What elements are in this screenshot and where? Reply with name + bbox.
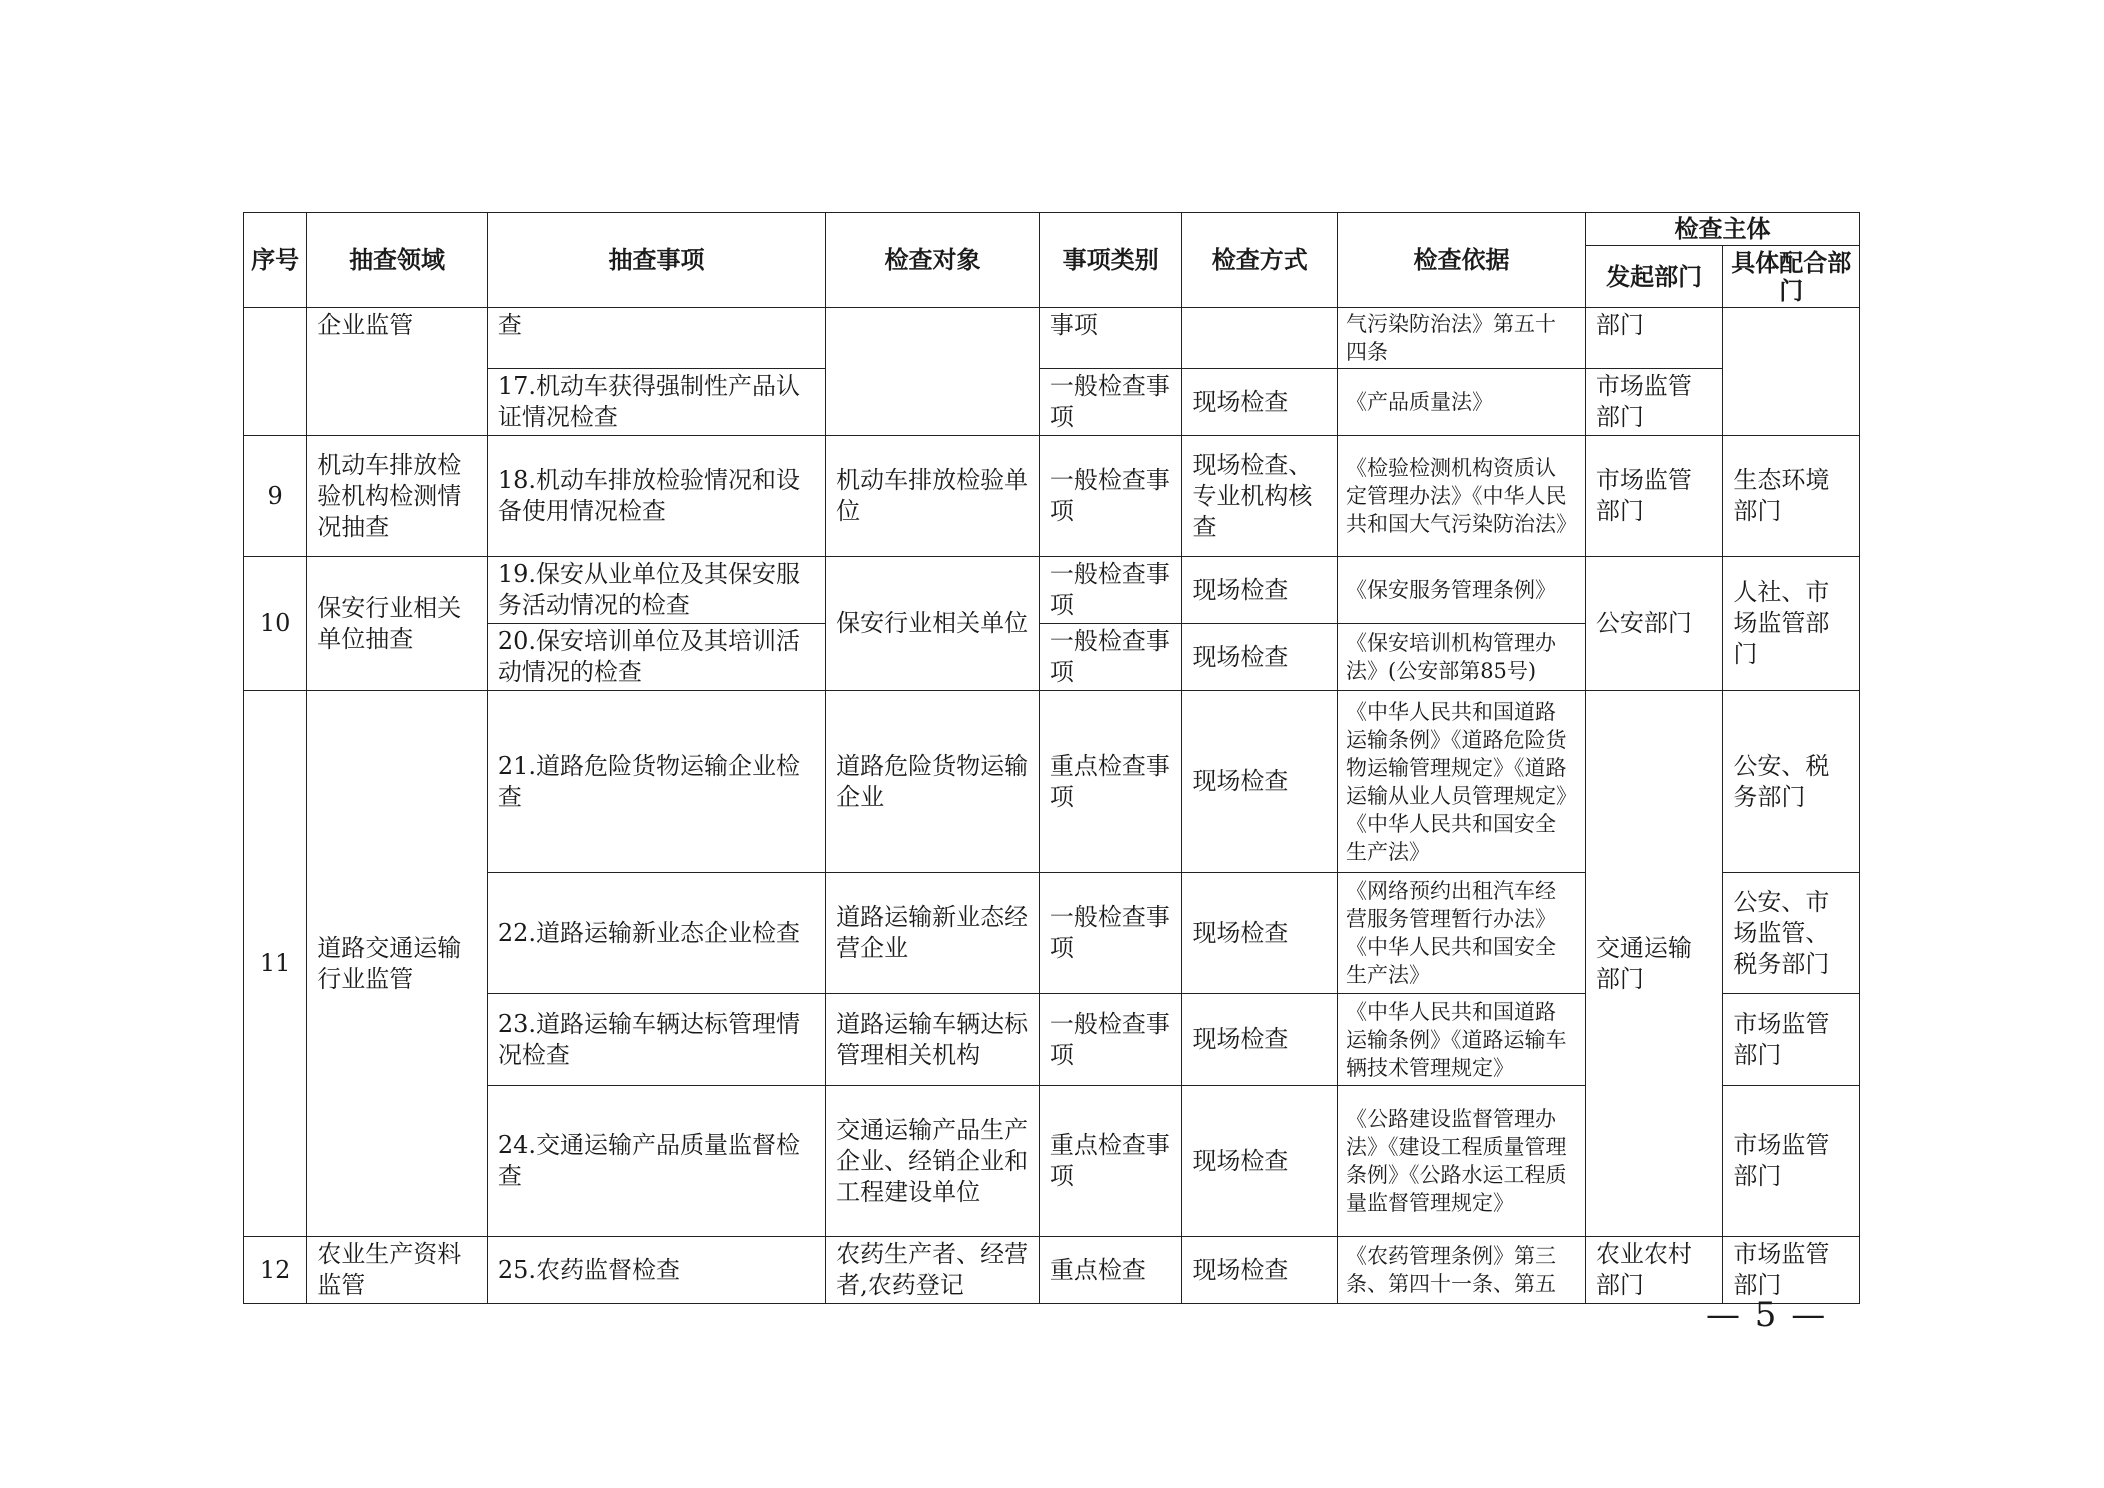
method-cell: 现场检查、专业机构核查	[1182, 436, 1338, 557]
page-number: — 5 —	[1706, 1295, 1828, 1335]
category-cell: 一般检查事项	[1039, 994, 1182, 1086]
coop-cell: 市场监管部门	[1723, 1086, 1860, 1237]
table-row	[244, 1237, 1860, 1304]
coop-cell: 公安、税务部门	[1723, 691, 1860, 873]
category-cell: 一般检查事项	[1039, 369, 1182, 436]
domain-cell: 保安行业相关单位抽查	[307, 557, 488, 691]
initiator-cell: 交通运输部门	[1585, 691, 1723, 1237]
method-cell: 现场检查	[1182, 994, 1338, 1086]
item-cell: 20.保安培训单位及其培训活动情况的检查	[487, 624, 825, 691]
domain-cell: 机动车排放检验机构检测情况抽查	[307, 436, 488, 557]
target-cell: 保安行业相关单位	[826, 557, 1040, 691]
basis-cell: 《中华人民共和国道路运输条例》《道路危险货物运输管理规定》《道路运输从业人员管理规定》《中华人民共和国安全生产法》	[1338, 691, 1586, 873]
category-cell: 事项	[1039, 308, 1182, 369]
item-cell: 查	[487, 308, 825, 369]
seq-cell: 10	[244, 557, 307, 691]
header-coop: 具体配合部门	[1723, 246, 1860, 308]
table-row	[244, 691, 1860, 873]
basis-cell: 《产品质量法》	[1338, 369, 1586, 436]
category-cell: 一般检查事项	[1039, 624, 1182, 691]
target-cell: 农药生产者、经营者,农药登记	[826, 1237, 1040, 1304]
initiator-cell: 市场监管部门	[1585, 436, 1723, 557]
method-cell: 现场检查	[1182, 1086, 1338, 1237]
basis-cell: 气污染防治法》第五十四条	[1338, 308, 1586, 369]
initiator-cell: 农业农村部门	[1585, 1237, 1723, 1304]
table-header	[244, 213, 1860, 308]
item-cell: 24.交通运输产品质量监督检查	[487, 1086, 825, 1237]
target-cell	[826, 308, 1040, 436]
coop-cell: 人社、市场监管部门	[1723, 557, 1860, 691]
coop-cell: 公安、市场监管、税务部门	[1723, 873, 1860, 994]
item-cell: 22.道路运输新业态企业检查	[487, 873, 825, 994]
category-cell: 一般检查事项	[1039, 436, 1182, 557]
item-cell: 21.道路危险货物运输企业检查	[487, 691, 825, 873]
basis-cell: 《网络预约出租汽车经营服务管理暂行办法》《中华人民共和国安全生产法》	[1338, 873, 1586, 994]
header-method: 检查方式	[1182, 213, 1338, 308]
header-subject: 检查主体	[1585, 213, 1859, 246]
category-cell: 一般检查事项	[1039, 873, 1182, 994]
domain-cell: 道路交通运输行业监管	[307, 691, 488, 1237]
header-basis: 检查依据	[1338, 213, 1586, 308]
item-cell: 23.道路运输车辆达标管理情况检查	[487, 994, 825, 1086]
coop-cell: 生态环境部门	[1723, 436, 1860, 557]
target-cell: 道路运输新业态经营企业	[826, 873, 1040, 994]
coop-cell: 市场监管部门	[1723, 1237, 1860, 1304]
initiator-cell: 市场监管部门	[1585, 369, 1723, 436]
target-cell: 机动车排放检验单位	[826, 436, 1040, 557]
item-cell: 18.机动车排放检验情况和设备使用情况检查	[487, 436, 825, 557]
category-cell: 重点检查事项	[1039, 1086, 1182, 1237]
coop-cell	[1723, 308, 1860, 436]
item-cell: 25.农药监督检查	[487, 1237, 825, 1304]
category-cell: 重点检查	[1039, 1237, 1182, 1304]
basis-cell: 《公路建设监督管理办法》《建设工程质量管理条例》《公路水运工程质量监督管理规定》	[1338, 1086, 1586, 1237]
target-cell: 交通运输产品生产企业、经销企业和工程建设单位	[826, 1086, 1040, 1237]
method-cell: 现场检查	[1182, 691, 1338, 873]
method-cell: 现场检查	[1182, 557, 1338, 624]
target-cell: 道路运输车辆达标管理相关机构	[826, 994, 1040, 1086]
table-row	[244, 557, 1860, 624]
basis-cell: 《农药管理条例》第三条、第四十一条、第五	[1338, 1237, 1586, 1304]
coop-cell: 市场监管部门	[1723, 994, 1860, 1086]
table-row	[244, 436, 1860, 557]
seq-cell	[244, 308, 307, 436]
seq-cell: 9	[244, 436, 307, 557]
target-cell: 道路危险货物运输企业	[826, 691, 1040, 873]
header-category: 事项类别	[1039, 213, 1182, 308]
domain-cell: 企业监管	[307, 308, 488, 436]
basis-cell: 《保安服务管理条例》	[1338, 557, 1586, 624]
header-domain: 抽查领域	[307, 213, 488, 308]
method-cell	[1182, 308, 1338, 369]
initiator-cell: 部门	[1585, 308, 1723, 369]
header-seq: 序号	[244, 213, 307, 308]
method-cell: 现场检查	[1182, 369, 1338, 436]
item-cell: 17.机动车获得强制性产品认证情况检查	[487, 369, 825, 436]
method-cell: 现场检查	[1182, 1237, 1338, 1304]
header-item: 抽查事项	[487, 213, 825, 308]
seq-cell: 11	[244, 691, 307, 1237]
method-cell: 现场检查	[1182, 624, 1338, 691]
domain-cell: 农业生产资料监管	[307, 1237, 488, 1304]
initiator-cell: 公安部门	[1585, 557, 1723, 691]
basis-cell: 《保安培训机构管理办法》(公安部第85号)	[1338, 624, 1586, 691]
basis-cell: 《中华人民共和国道路运输条例》《道路运输车辆技术管理规定》	[1338, 994, 1586, 1086]
seq-cell: 12	[244, 1237, 307, 1304]
basis-cell: 《检验检测机构资质认定管理办法》《中华人民共和国大气污染防治法》	[1338, 436, 1586, 557]
inspection-table	[243, 212, 1860, 1304]
method-cell: 现场检查	[1182, 873, 1338, 994]
category-cell: 一般检查事项	[1039, 557, 1182, 624]
table-row	[244, 308, 1860, 369]
header-target: 检查对象	[826, 213, 1040, 308]
category-cell: 重点检查事项	[1039, 691, 1182, 873]
header-initiator: 发起部门	[1585, 246, 1723, 308]
item-cell: 19.保安从业单位及其保安服务活动情况的检查	[487, 557, 825, 624]
